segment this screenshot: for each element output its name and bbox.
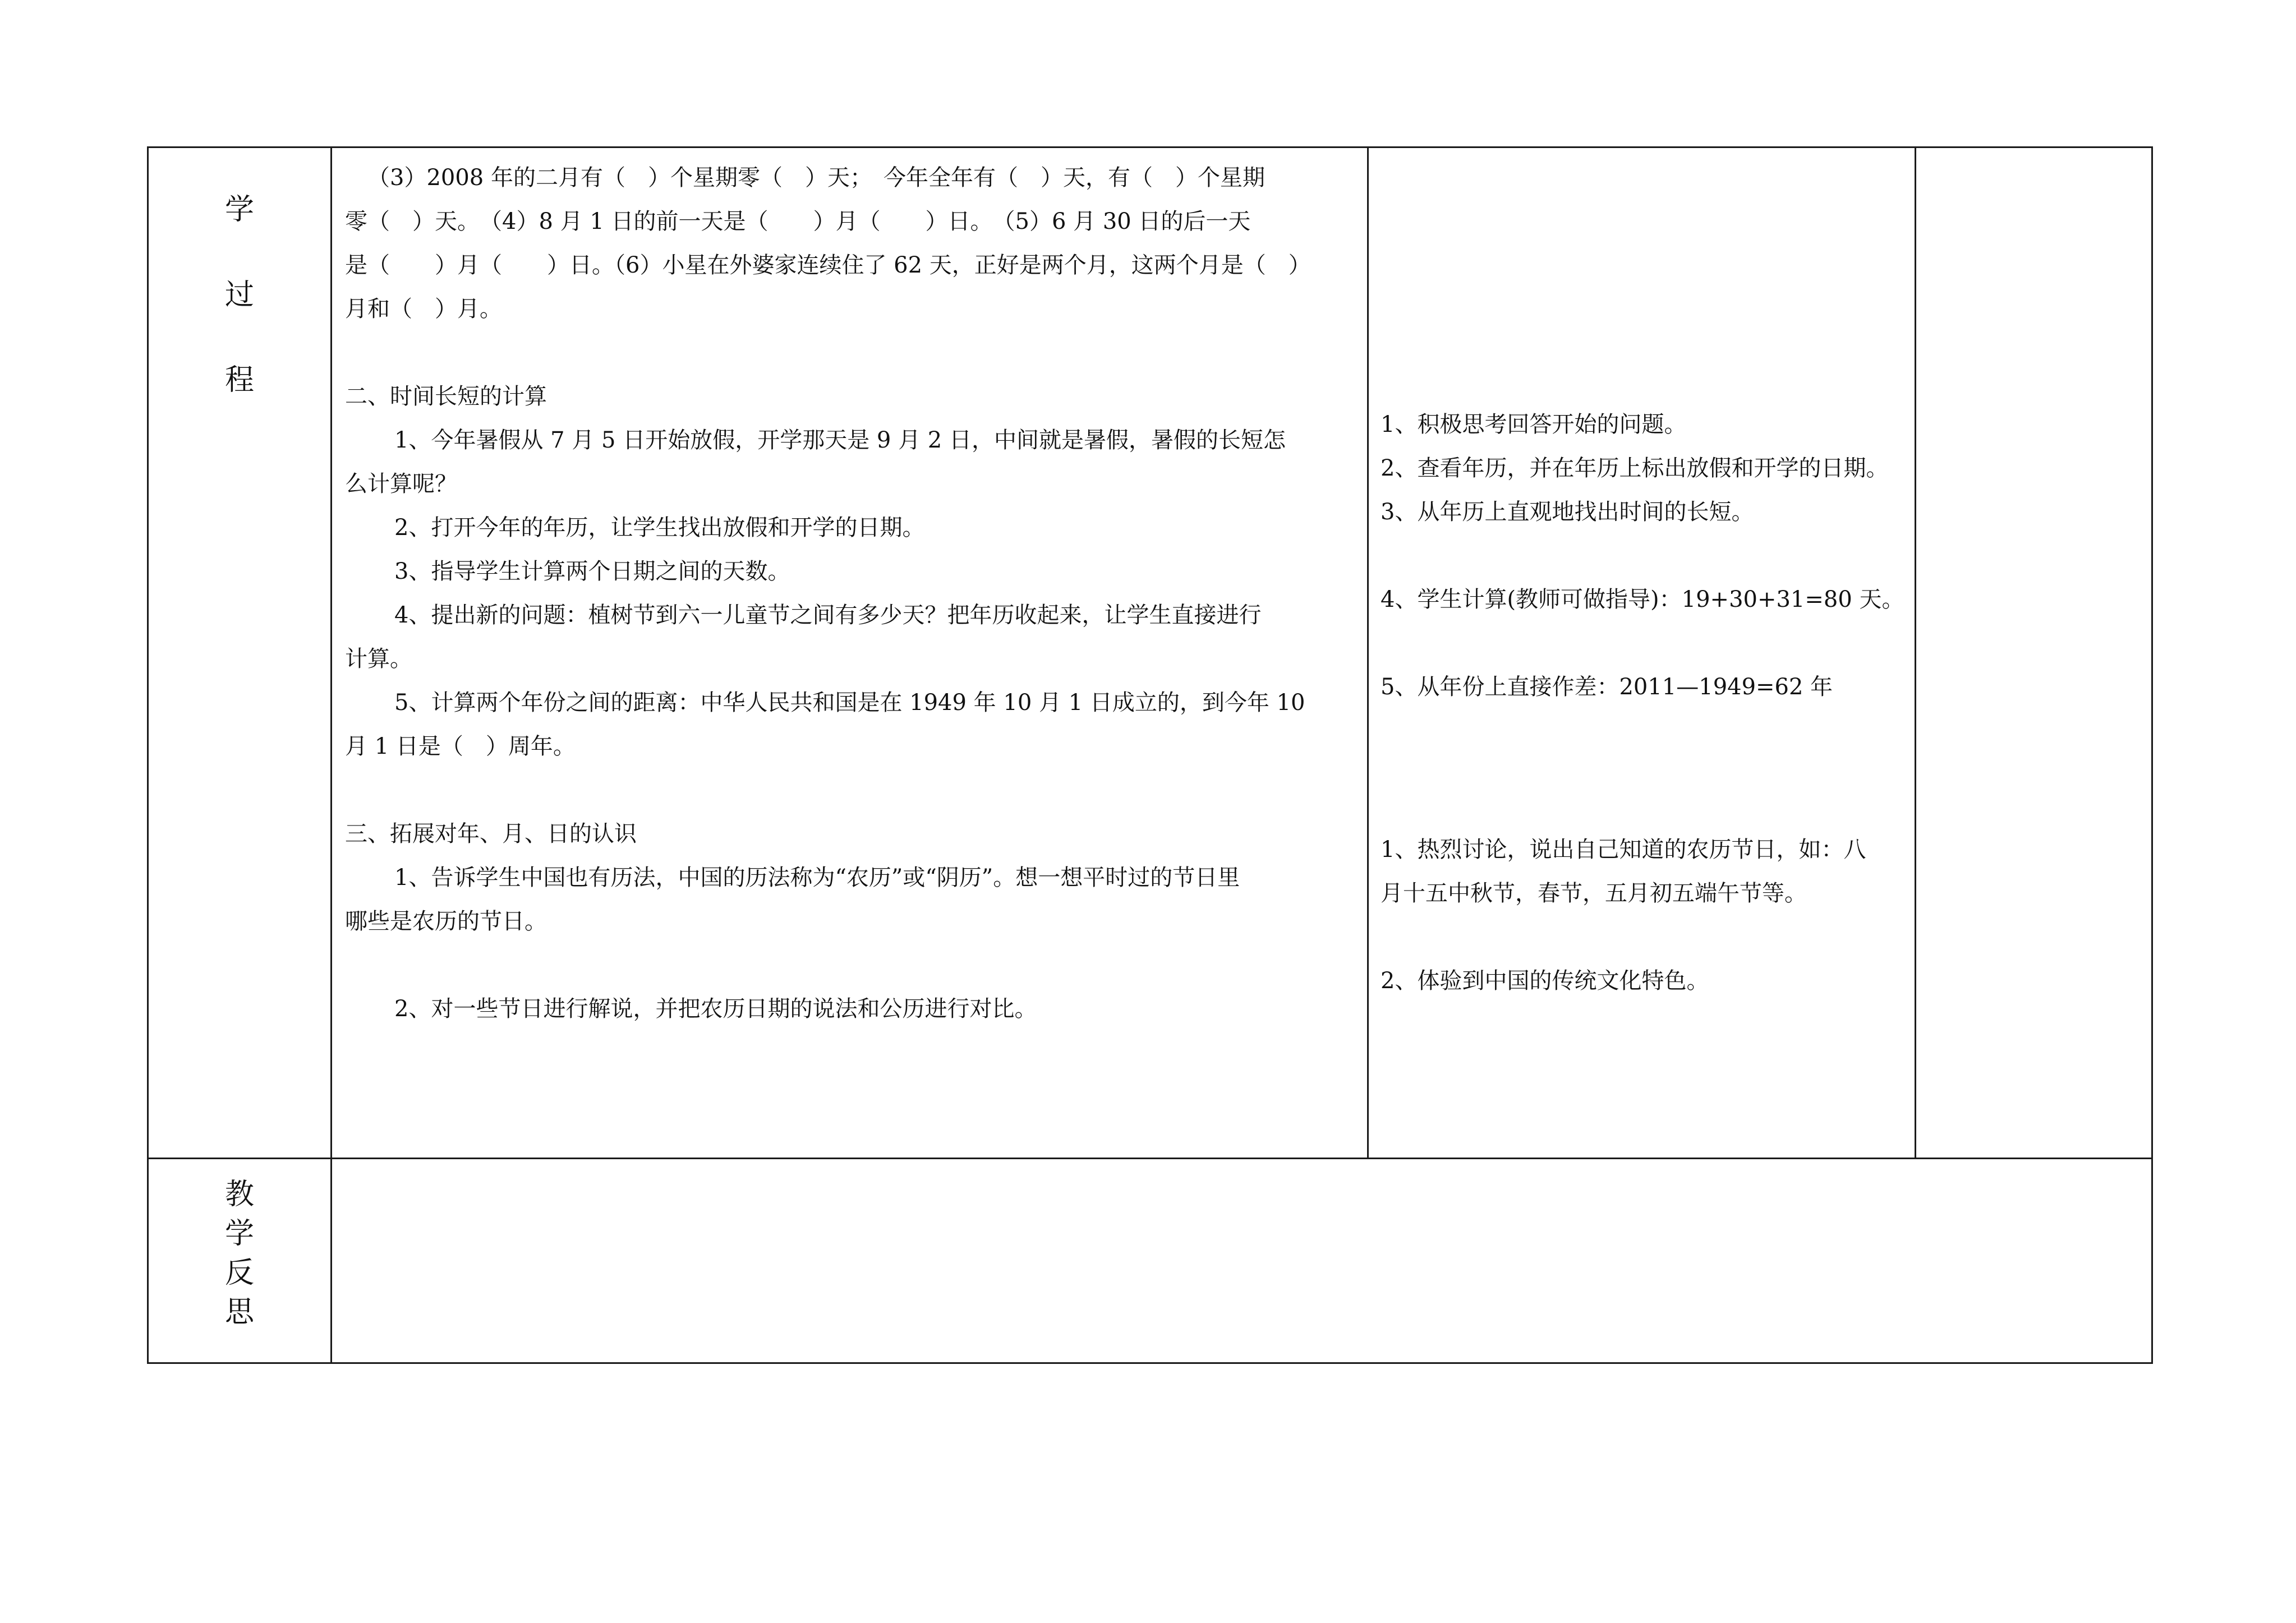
section-item: 2、对一些节日进行解说，并把农历日期的说法和公历进行对比。: [394, 996, 1037, 1022]
section-item: 4、提出新的问题：植树节到六一儿童节之间有多少天？把年历收起来，让学生直接进行: [394, 602, 1262, 628]
exercise-line: 零（ ）天。 （4）8 月 1 日的前一天是（ ）月（ ）日。 （5）6 月 30 日的后一天: [345, 209, 1251, 234]
section-title: 三、拓展对年、月、日的认识: [345, 821, 637, 847]
student-item: 1、积极思考回答开始的问题。: [1381, 412, 1687, 437]
column-divider-teacher: [1367, 148, 1369, 1158]
section-item: 月 1 日是（ ）周年。: [345, 734, 576, 759]
student-item: 2、查看年历，并在年历上标出放假和开学的日期。: [1381, 455, 1889, 481]
reflection-label-char-3: 反: [224, 1256, 254, 1290]
row-divider: [149, 1158, 2151, 1159]
reflection-label-char-4: 思: [224, 1295, 254, 1329]
student-activities-group-2: [1381, 828, 1908, 1003]
column-divider-student: [1915, 148, 1916, 1158]
column-divider-label: [330, 148, 332, 1362]
section-title: 二、时间长短的计算: [345, 384, 547, 409]
exercise-line: 是（ ）月（ ）日。（6）小星在外婆家连续住了 62 天，正好是两个月，这两个月是（ ）: [345, 252, 1311, 278]
reflection-label-char-1: 教: [224, 1178, 254, 1211]
student-item: 2、体验到中国的传统文化特色。: [1381, 968, 1709, 994]
section-item: 5、计算两个年份之间的距离：中华人民共和国是在 1949 年 10 月 1 日成立的，到今年 10: [394, 690, 1305, 716]
section-item: 1、告诉学生中国也有历法，中国的历法称为“农历”或“阴历”。想一想平时过的节日里: [394, 865, 1240, 891]
exercise-line: 月和（ ）月。: [345, 296, 502, 322]
section-item: 哪些是农历的节日。: [345, 909, 547, 934]
student-item: 4、学生计算(教师可做指导)：19+30+31=80 天。: [1381, 587, 1904, 612]
section-item: 3、指导学生计算两个日期之间的天数。: [394, 559, 790, 584]
section-item: 么计算呢？: [345, 471, 457, 497]
section-item: 2、打开今年的年历，让学生找出放假和开学的日期。: [394, 515, 925, 541]
student-item: 3、从年历上直观地找出时间的长短。: [1381, 499, 1754, 525]
student-item: 1、热烈讨论，说出自己知道的农历节日，如：八: [1381, 837, 1866, 863]
section-item: 计算。: [345, 646, 412, 672]
section-item: 1、今年暑假从 7 月 5 日开始放假，开学那天是 9 月 2 日，中间就是暑假，暑假的长短怎: [394, 427, 1286, 453]
teacher-activities: [345, 156, 1355, 1031]
reflection-label-char-2: 学: [224, 1217, 254, 1251]
student-item: 5、从年份上直接作差：2011—1949=62 年: [1381, 674, 1833, 700]
exercise-line: （3）2008 年的二月有（ ）个星期零（ ）天； 今年全年有（ ）天，有（ ）个星期: [367, 165, 1265, 191]
lesson-plan-table: [147, 146, 2153, 1364]
student-item: 月十五中秋节，春节，五月初五端午节等。: [1381, 880, 1807, 906]
student-activities-group-1: [1381, 403, 1908, 709]
process-label-char-3: 程: [224, 363, 254, 397]
process-label-char-2: 过: [224, 278, 254, 312]
process-label-char-1: 学: [224, 193, 254, 227]
